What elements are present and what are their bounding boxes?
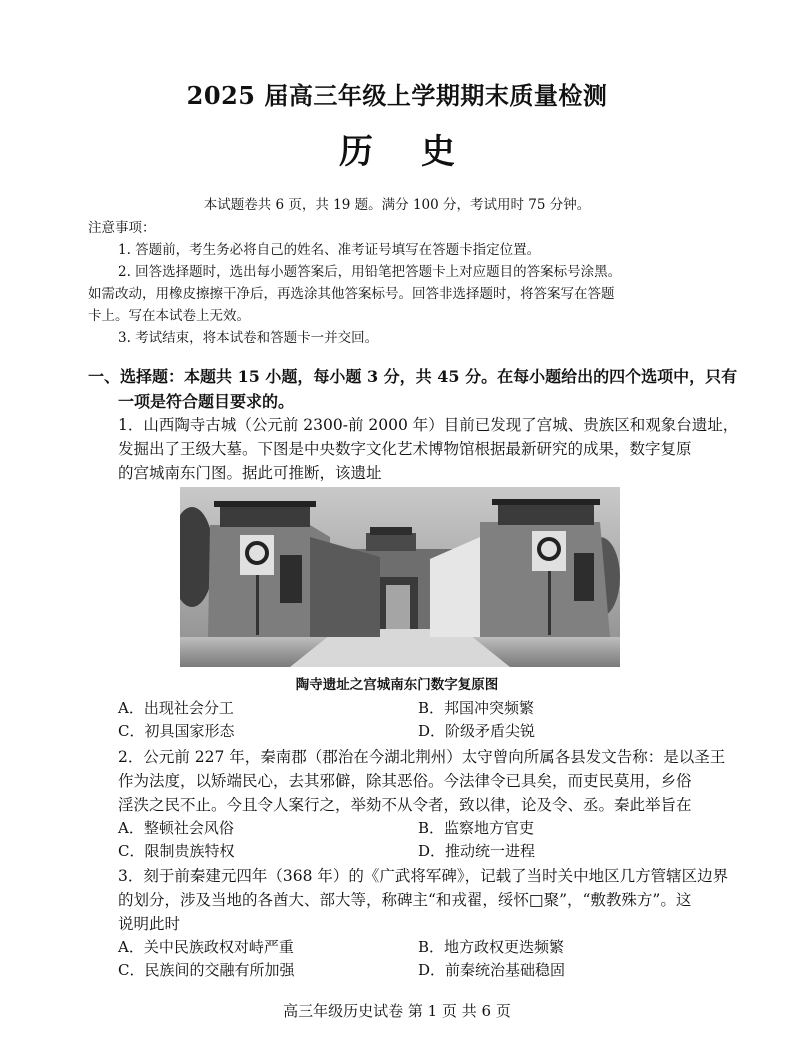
note-line: 卡上。写在本试卷上无效。 xyxy=(88,308,250,324)
note-line: 1. 答题前，考生务必将自己的姓名、准考证号填写在答题卡指定位置。 xyxy=(118,242,541,258)
question-3-text: 的划分，涉及当地的各酋大、部大等，称碑主“和戎翟，绥怀□聚”，“敷教殊方”。这 xyxy=(118,891,692,909)
note-line: 如需改动，用橡皮擦擦干净后，再选涂其他答案标号。回答非选择题时，将答案写在答题 xyxy=(88,286,615,302)
question-1-text: 1．山西陶寺古城（公元前 2300-前 2000 年）目前已发现了宫城、贵族区和观象台遗址， xyxy=(118,416,739,434)
question-3-text: 说明此时 xyxy=(118,915,181,933)
page-footer: 高三年级历史试卷 第 1 页 共 6 页 xyxy=(283,1002,511,1020)
question-2-text: 2．公元前 227 年，秦南郡（郡治在今湖北荆州）太守曾向所属各县发文告称：是以圣王 xyxy=(118,748,726,766)
exam-title: 2025 届高三年级上学期期末质量检测 xyxy=(186,81,608,110)
option-c: C．初具国家形态 xyxy=(118,722,235,740)
figure-caption: 陶寺遗址之宫城南东门数字复原图 xyxy=(295,677,499,693)
question-2-text: 作为法度，以矫端民心，去其邪僻，除其恶俗。今法律令已具矣，而吏民莫用，乡俗 xyxy=(118,772,692,790)
notes-heading: 注意事项： xyxy=(88,220,156,236)
option-b: B．地方政权更迭频繁 xyxy=(418,938,565,956)
exam-intro: 本试题卷共 6 页，共 19 题。满分 100 分，考试用时 75 分钟。 xyxy=(203,197,591,213)
option-c: C．民族间的交融有所加强 xyxy=(118,961,295,979)
subject-title: 历史 xyxy=(339,132,503,172)
question-2-text: 淫泆之民不止。今且令人案行之，举劾不从令者，致以律，论及令、丞。秦此举旨在 xyxy=(118,796,692,814)
option-a: A．关中民族政权对峙严重 xyxy=(118,938,294,956)
option-c: C．限制贵族特权 xyxy=(118,842,235,860)
section-heading: 一项是符合题目要求的。 xyxy=(118,392,295,411)
question-1-text: 发掘出了王级大墓。下图是中央数字文化艺术博物馆根据最新研究的成果，数字复原 xyxy=(118,440,692,458)
option-d: D．推动统一进程 xyxy=(418,842,536,860)
taosi-gate-reconstruction-image xyxy=(180,487,620,667)
note-line: 3. 考试结束，将本试卷和答题卡一并交回。 xyxy=(118,330,379,346)
question-1-text: 的宫城南东门图。据此可推断，该遗址 xyxy=(118,464,382,482)
option-b: B．邦国冲突频繁 xyxy=(418,699,535,717)
option-b: B．监察地方官吏 xyxy=(418,819,535,837)
question-3-text: 3．刻于前秦建元四年（368 年）的《广武将军碑》，记载了当时关中地区几方管辖区边界 xyxy=(118,867,729,885)
option-a: A．整顿社会风俗 xyxy=(118,819,234,837)
option-d: D．前秦统治基础稳固 xyxy=(418,961,566,979)
option-a: A．出现社会分工 xyxy=(118,699,234,717)
option-d: D．阶级矛盾尖锐 xyxy=(418,722,536,740)
note-line: 2. 回答选择题时，选出每小题答案后，用铅笔把答题卡上对应题目的答案标号涂黑。 xyxy=(118,264,622,280)
section-heading: 一、选择题：本题共 15 小题，每小题 3 分，共 45 分。在每小题给出的四个选项中，只有 xyxy=(88,367,738,386)
